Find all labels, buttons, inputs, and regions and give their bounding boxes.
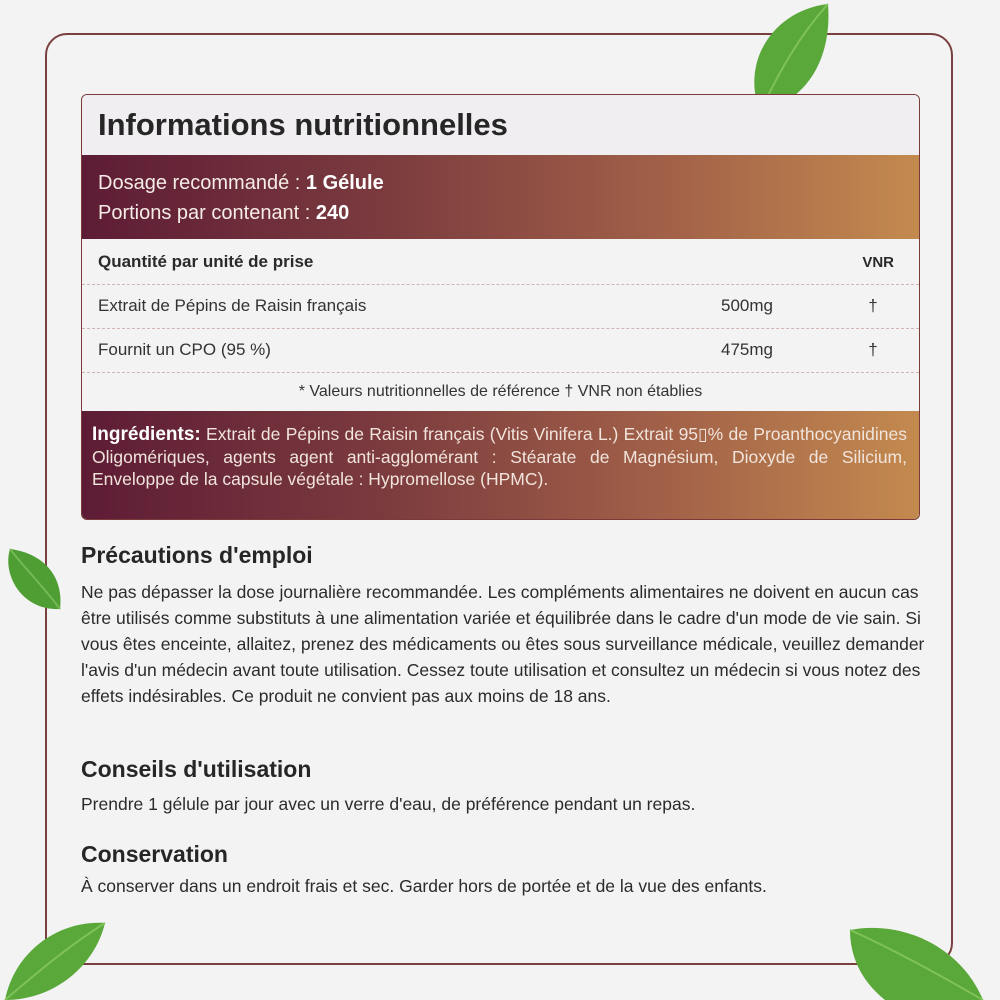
precautions-text: Ne pas dépasser la dose journalière recommandée. Les compléments alimentaires ne doivent en aucun cas être utilisés comme substituts à une alimentation variée et équilibrée dans le cadre d'un mode de vie sain. Si vous êtes enceinte, allaitez, prenez des médicaments ou êtes sous surveillance médicale, veuillez demander l'avis d'un médecin avant toute utilisation. Cessez toute utilisation et consultez un médecin si vous notez des effets indésirables. Ce produit ne convient pas aux moins de 18 ans.	[81, 582, 925, 706]
dosage-label: Dosage recommandé :	[98, 172, 306, 194]
portions-line	[98, 198, 919, 228]
ingredients-block	[82, 411, 919, 520]
header-quantity: Quantité par unité de prise	[98, 252, 314, 271]
row-vnr: †	[868, 340, 878, 359]
dosage-value: 1 Gélule	[305, 172, 384, 194]
table-row	[82, 329, 919, 373]
table-header	[82, 239, 919, 285]
table-row	[82, 285, 919, 329]
ingredients-text: Extrait de Pépins de Raisin français (Vitis Vinifera L.) Extrait 95▯% de Proanthocyanidines Oligomériques, agents agent anti-agglomérant : Stéarate de Magnésium, Dioxyde de Silicium, Enveloppe de la capsule végétale : Hypromellose (HPMC).	[92, 424, 907, 489]
dosage-block	[82, 155, 919, 239]
usage-text: Prendre 1 gélule par jour avec un verre d'eau, de préférence pendant un repas.	[81, 794, 696, 814]
row-name: Extrait de Pépins de Raisin français	[98, 296, 367, 315]
dosage-line	[98, 168, 919, 198]
leaf-icon	[845, 920, 985, 1000]
panel-title: Informations nutritionnelles	[82, 95, 919, 155]
ingredients-label: Ingrédients:	[92, 424, 201, 445]
precautions-title: Précautions d'emploi	[81, 542, 313, 568]
nutrition-panel	[81, 94, 920, 520]
header-vnr: VNR	[862, 254, 894, 271]
portions-value: 240	[315, 202, 350, 224]
usage-title: Conseils d'utilisation	[81, 756, 312, 782]
storage-title: Conservation	[81, 841, 228, 867]
leaf-icon	[2, 545, 64, 615]
row-amount: 500mg	[721, 296, 773, 315]
row-amount: 475mg	[721, 340, 773, 359]
leaf-icon	[0, 915, 110, 1000]
portions-label: Portions par contenant :	[98, 202, 316, 224]
row-vnr: †	[868, 296, 878, 315]
storage-text: À conserver dans un endroit frais et sec. Garder hors de portée et de la vue des enfants.	[81, 876, 767, 896]
table-footnote: * Valeurs nutritionnelles de référence † VNR non établies	[298, 383, 703, 400]
row-name: Fournit un CPO (95 %)	[98, 340, 271, 359]
